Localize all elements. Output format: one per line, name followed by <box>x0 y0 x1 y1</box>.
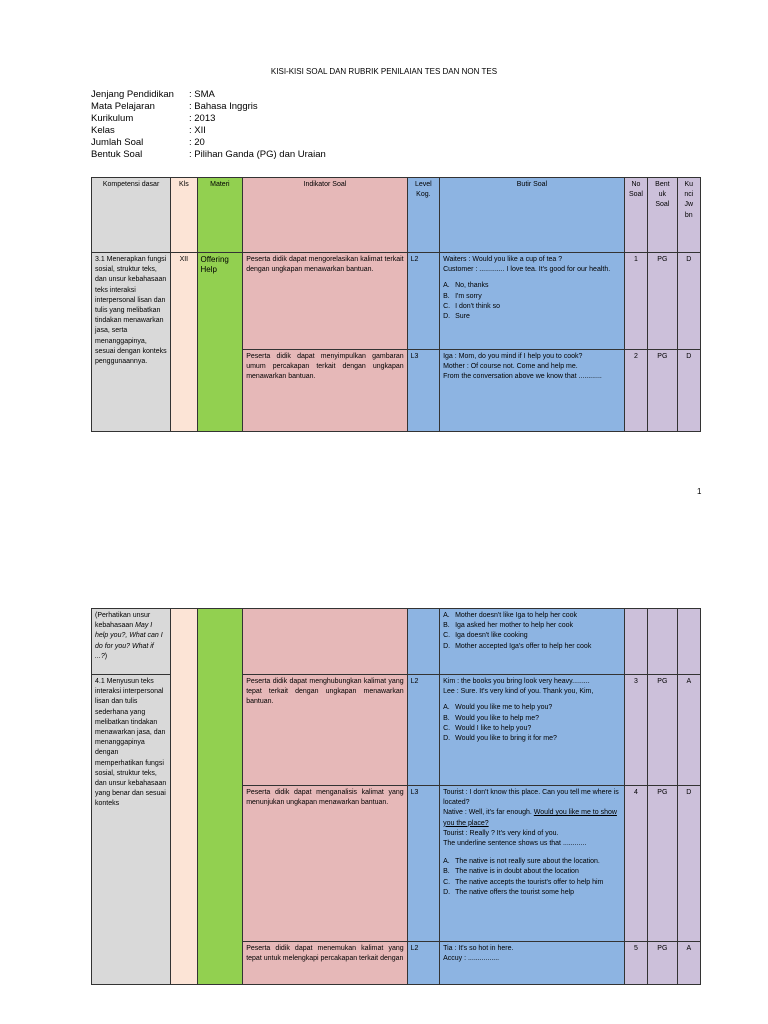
answer-option: B. Iga asked her mother to help her cook <box>443 622 573 630</box>
indikator-cell <box>243 609 407 675</box>
info-row <box>91 149 326 161</box>
header-materi: Materi <box>197 178 243 253</box>
answer-option: B. The native is in doubt about the location <box>443 868 579 876</box>
bentuk-soal-cell: PG <box>648 675 677 786</box>
header-kunci: Ku nci Jw bn <box>677 178 700 253</box>
info-value: : XII <box>189 125 206 136</box>
table-row <box>92 609 701 675</box>
question-line: Lee : Sure. It's very kind of you. Thank you, Kim, <box>443 688 594 696</box>
info-label: Mata Pelajaran <box>91 101 155 112</box>
info-label: Kelas <box>91 125 115 136</box>
bentuk-soal-cell <box>648 609 677 675</box>
answer-option: A. No, thanks <box>443 282 489 290</box>
level-cell: L2 <box>407 675 439 786</box>
materi-cell: Offering Help <box>197 253 243 432</box>
answer-option: D. Would you like to bring it for me? <box>443 735 557 743</box>
answer-option: D. Sure <box>443 313 470 321</box>
kunci-cell: D <box>677 350 700 432</box>
no-soal-cell: 2 <box>624 350 647 432</box>
answer-option: B. I'm sorry <box>443 292 482 300</box>
butir-soal-cell <box>440 675 625 786</box>
question-line: Tourist : Really ? It's very kind of you. <box>443 829 559 837</box>
kunci-cell <box>677 609 700 675</box>
question-grid-table-continued <box>91 608 701 985</box>
indikator-cell: Peserta didik dapat menghubungkan kalimat yang tepat terkait dengan ungkapan menawarkan bantuan. <box>243 675 407 786</box>
indikator-cell: Peserta didik dapat mengorelasikan kalimat terkait dengan ungkapan menawarkan bantuan. <box>243 253 407 350</box>
info-value: : Bahasa Inggris <box>189 101 258 112</box>
question-grid-table <box>91 177 701 432</box>
no-soal-cell: 1 <box>624 253 647 350</box>
info-value: : Pilihan Ganda (PG) dan Uraian <box>189 149 326 160</box>
no-soal-cell: 4 <box>624 786 647 942</box>
level-cell: L3 <box>407 786 439 942</box>
question-line: Kim : the books you bring look very heavy......... <box>443 678 590 685</box>
answer-option: C. Would I like to help you? <box>443 724 532 732</box>
info-label: Kurikulum <box>91 113 134 124</box>
kelas-cell <box>171 609 197 985</box>
answer-option: A. Would you like me to help you? <box>443 704 553 712</box>
header-kelas: Kls <box>171 178 197 253</box>
bentuk-soal-cell: PG <box>648 350 677 432</box>
kompetensi-dasar-cell: 4.1 Menyusun teks interaksi interpersonal lisan dan tulis sederhana yang melibatkan tindakan menawarkan jasa, dan menanggapinya dengan memperhatikan fungsi sosial, struktur teks, dan unsur kebahasaan yang benar dan sesuai konteks <box>92 675 171 985</box>
question-line: Tourist : I don't know this place. Can you tell me where is located? <box>443 789 619 807</box>
kompetensi-dasar-cell: 3.1 Menerapkan fungsi sosial, struktur teks, dan unsur kebahasaan teks interaksi interpersonal lisan dan tulis yang melibatkan tindakan menawarkan jasa, serta menanggapinya, sesuai dengan konteks penggunaannya. <box>92 253 171 432</box>
info-label: Jumlah Soal <box>91 137 144 148</box>
header-indikator: Indikator Soal <box>243 178 407 253</box>
butir-soal-cell <box>440 253 625 350</box>
kunci-cell: D <box>677 786 700 942</box>
bentuk-soal-cell: PG <box>648 253 677 350</box>
header-level: Level Kog. <box>407 178 439 253</box>
level-cell: L3 <box>407 350 439 432</box>
butir-soal-cell <box>440 942 625 985</box>
no-soal-cell <box>624 609 647 675</box>
question-line: The underline sentence shows us that ............ <box>443 840 587 848</box>
kompetensi-dasar-note: (Perhatikan unsur kebahasaan May I help you?, What can I do for you? What if ...?) <box>92 609 171 675</box>
butir-soal-cell <box>440 786 625 942</box>
answer-option: D. The native offers the tourist some help <box>443 888 575 896</box>
answer-option: C. The native accepts the tourist's offer to help him <box>443 878 604 886</box>
info-value: : SMA <box>189 89 215 100</box>
question-line: Customer : ............. I love tea. It's good for our health. <box>443 266 611 274</box>
table-row <box>92 253 701 350</box>
table-header-row <box>92 178 701 253</box>
header-butir: Butir Soal <box>440 178 625 253</box>
question-line: Mother : Of course not. Come and help me. <box>443 363 578 371</box>
question-line: Waiters : Would you like a cup of tea ? <box>443 256 563 263</box>
header-no-soal: No Soal <box>624 178 647 253</box>
answer-option: B. Would you like to help me? <box>443 714 540 722</box>
info-row <box>91 89 326 101</box>
indikator-cell: Peserta didik dapat menemukan kalimat yang tepat untuk melengkapi percakapan terkait dengan <box>243 942 407 985</box>
bentuk-soal-cell: PG <box>648 786 677 942</box>
page-number: 1 <box>697 487 702 496</box>
answer-option: D. Mother accepted Iga's offer to help her cook <box>443 642 592 650</box>
answer-option: A. The native is not really sure about the location. <box>443 858 600 866</box>
info-value: : 20 <box>189 137 205 148</box>
indikator-cell: Peserta didik dapat menganalisis kalimat yang menunjukan ungkapan menawarkan bantuan. <box>243 786 407 942</box>
kunci-cell: A <box>677 675 700 786</box>
kunci-cell: A <box>677 942 700 985</box>
info-value: : 2013 <box>189 113 216 124</box>
document-info <box>91 89 326 161</box>
butir-soal-cell <box>440 350 625 432</box>
question-line: Accuy : ................ <box>443 955 500 963</box>
info-label: Bentuk Soal <box>91 149 143 160</box>
question-line: Native : Well, it's far enough. Would you like me to show you the place? <box>443 809 617 827</box>
underlined-sentence: Would you like me to show you the place? <box>443 809 617 827</box>
answer-option: C. I don't think so <box>443 302 501 310</box>
info-label: Jenjang Pendidikan <box>91 89 174 100</box>
answer-option: A. Mother doesn't like Iga to help her cook <box>443 612 578 619</box>
info-row <box>91 101 326 113</box>
level-cell: L2 <box>407 942 439 985</box>
level-cell: L2 <box>407 253 439 350</box>
no-soal-cell: 3 <box>624 675 647 786</box>
kelas-cell: XII <box>171 253 197 432</box>
level-cell <box>407 609 439 675</box>
bentuk-soal-cell: PG <box>648 942 677 985</box>
no-soal-cell: 5 <box>624 942 647 985</box>
info-row <box>91 137 326 149</box>
question-line: Iga : Mom, do you mind if I help you to cook? <box>443 353 583 360</box>
indikator-cell: Peserta didik dapat menyimpulkan gambaran umum percakapan terkait dengan ungkapan menawarkan bantuan. <box>243 350 407 432</box>
question-line: Tia : It's so hot in here. <box>443 945 514 952</box>
question-line: From the conversation above we know that ............ <box>443 373 602 381</box>
document-title: KISI-KISI SOAL DAN RUBRIK PENILAIAN TES DAN NON TES <box>270 67 498 76</box>
answer-option: C. Iga doesn't like cooking <box>443 632 528 640</box>
header-bentuk-soal: Bent uk Soal <box>648 178 677 253</box>
info-row <box>91 125 326 137</box>
header-kompetensi: Kompetensi dasar <box>92 178 171 253</box>
butir-soal-cell <box>440 609 625 675</box>
kunci-cell: D <box>677 253 700 350</box>
info-row <box>91 113 326 125</box>
materi-cell <box>197 609 243 985</box>
